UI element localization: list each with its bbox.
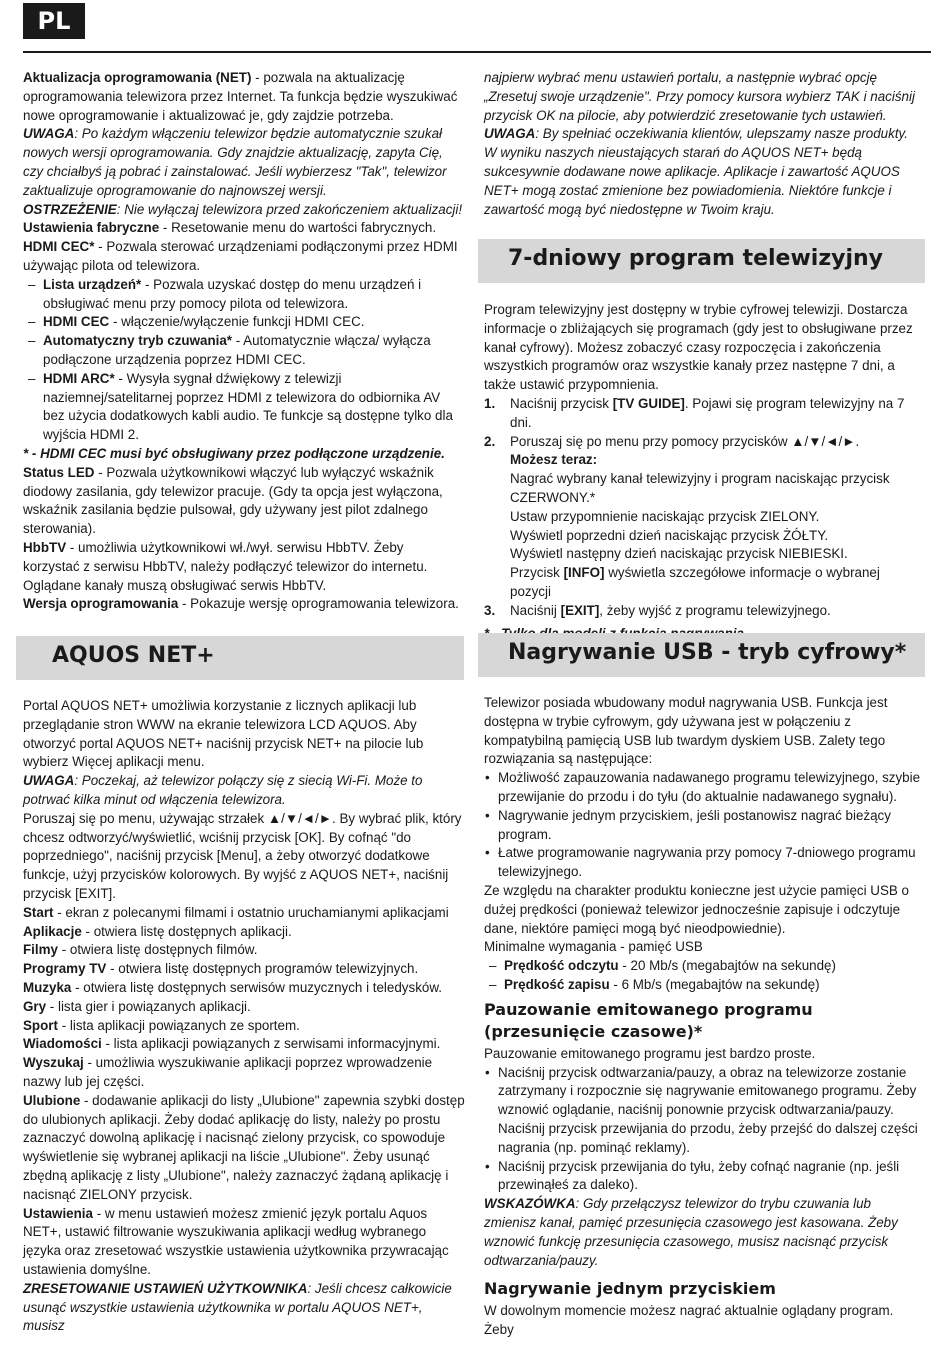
epg-can-now: Możesz teraz: [510,452,598,468]
step-text: . Pojawi się program telewizyjny na 7 dni. [510,395,905,430]
write-speed-label: Prędkość zapisu [504,976,610,992]
status-led-para [23,464,463,539]
aquos-item-label: Ulubione [23,1092,81,1108]
aquos-item [23,1054,465,1092]
aquos-item-text: - otwiera listę dostępnych aplikacji. [81,923,292,939]
aquos-item-text: - otwiera listę dostępnych filmów. [57,942,258,958]
step-number: 2. [484,433,496,449]
timeshift-step: • Naciśnij przycisk przewijania do tyłu, żeby cofnąć nagranie (np. jeśli przewinąłeś za daleko). [484,1158,924,1196]
hbbtv-label: HbbTV [23,539,67,555]
update-warning-text: : Nie wyłączaj telewizora przed zakończeniem aktualizacji! [116,201,463,217]
update-note [23,125,463,200]
epg-heading-bar [478,239,925,283]
usb-requirement-text: Ze względu na charakter produktu konieczne jest użycie pamięci USB o dużej prędkości (ponieważ telewizor jednocześnie zapisuje i odczytuje dane, niektóre pamięci mogą być nieodpowiednie). [484,882,909,936]
step-text: Przycisk [510,565,564,581]
info-key: [INFO] [563,565,605,581]
top-rule [23,51,931,53]
aquos-net-heading: AQUOS NET+ [52,643,215,668]
factory-settings-text: - Resetowanie menu do wartości fabrycznych. [159,220,437,236]
auto-standby-item [23,332,463,370]
usb-write-speed [484,976,924,995]
usb-benefit: • Możliwość zapauzowania nadawanego programu telewizyjnego, szybie przewijanie do przodu i do tyłu (do aktualnie nadawanego sygnału). [484,769,924,807]
aquos-item [23,923,465,942]
aquos-item-label: Gry [23,998,47,1014]
aquos-item-text: - otwiera listę dostępnych programów telewizyjnych. [106,961,419,977]
aquos-item-text: - otwiera listę dostępnych serwisów muzycznych i teledysków. [71,979,442,995]
aquos-item-text: - dodawanie aplikacji do listy „Ulubione" zapewnia szybki dostęp do ulubionych aplikacji. Żeby dodać aplikację do listy, należy po prostu zaznaczyć dowolną aplikację i nacisnąć zielony przycisk, co spowoduje wyświetlenie się wybranej aplikacji na liście „Ulubione". Żeby usunąć zbędną aplikację z listy „Ulubione", należy zaznaczyć żądaną aplikację i nacisnąć ZIELONY przycisk. [23,1092,465,1202]
aquos-item-label: Filmy [23,942,58,958]
step-number: 1. [484,395,496,411]
aquos-item-text: - lista gier i powiązanych aplikacji. [46,998,251,1014]
aquos-item [23,1035,465,1054]
usb-heading: Nagrywanie USB - tryb cyfrowy* [508,640,907,665]
epg-heading: 7-dniowy program telewizyjny [508,246,884,271]
epg-intro: Program telewizyjny jest dostępny w trybie cyfrowej telewizji. Dostarcza informacje o zbliżających się programach (gdy jest to obsługiwane przez kanał cyfrowy). Możesz zobaczyć czasy rozpoczęcia i zakończenia wszystkich programów oraz wszystkie kanały przez następne 7 dni, a także ustawić przypomnienia. [484,302,913,393]
device-list-label: Lista urządzeń* [43,276,142,292]
right-column-usb [484,694,924,1340]
aquos-item [23,979,465,998]
aquos-item-text: - lista aplikacji powiązanych z serwisami informacyjnymi. [101,1036,441,1052]
usb-benefit: • Łatwe programowanie nagrywania przy pomocy 7-dniowego programu telewizyjnego. [484,844,924,882]
hdmi-arc-label: HDMI ARC* [43,370,115,386]
aquos-item [23,998,465,1017]
tip-label: WSKAZÓWKA [484,1196,576,1212]
write-speed-value: - 6 Mb/s (megabajtów na sekundę) [609,976,820,992]
step-text: Naciśnij [510,602,561,618]
epg-step-1 [484,395,924,433]
aquos-intro: Portal AQUOS NET+ umożliwia korzystanie z licznych aplikacji lub przeglądanie stron WWW na ekranie telewizora LCD AQUOS. Aby otworzyć portal AQUOS NET+ naciśnij przycisk NET+ na pilocie lub wybierz Więcej aplikacji menu. [23,698,424,770]
step-text: wyświetla szczegółowe informacje o wybranej pozycji [510,565,880,599]
aquos-item-label: Wyszukaj [23,1055,84,1071]
hdmi-arc-text: - Wysyła sygnał dźwiękowy z telewizji naziemnej/satelitarnej poprzez HDMI z telewizora do odbiornika AV bez użycia dodatkowych kabli audio. Te funkcje są dostępne tylko dla wyjścia HDMI 2. [43,370,453,443]
auto-standby-label: Automatyczny tryb czuwania* [43,333,232,349]
aquos-item-label: Muzyka [23,979,72,995]
aquos-note-text: : Poczekaj, aż telewizor połączy się z siecią Wi-Fi. Może to potrwać kilka minut od włączenia telewizora. [23,773,423,807]
factory-settings-para [23,219,463,238]
reset-user-settings [23,1280,465,1336]
aquos-item-label: Programy TV [23,961,107,977]
aquos-update-note-label: UWAGA [484,126,536,142]
aquos-note-label: UWAGA [23,773,75,789]
hbbtv-text: - umożliwia użytkownikowi wł./wył. serwisu HbbTV. Żeby korzystać z serwisu HbbTV, należy podłączyć telewizor do internetu. Oglądane kanały muszą obsługiwać serwis HbbTV. [23,539,428,593]
read-speed-value: - 20 Mb/s (megabajtów na sekundę) [618,958,836,974]
software-version-text: - Pokazuje wersję oprogramowania telewizora. [178,596,459,612]
aquos-navigation: Poruszaj się po menu, używając strzałek ▲/▼/◄/►. By wybrać plik, który chcesz odtworzyć/wyświetlić, wciśnij przycisk [OK]. By cofnąć "do poprzedniego", naciśnij przycisk [Menu], a żeby otworzyć dodatkowe funkcje, użyj przycisków kolorowych. By wyjść z AQUOS NET+, naciśnij przycisk [EXIT]. [23,810,462,901]
cec-footnote: * - HDMI CEC musi być obsługiwany przez podłączone urządzenie. [23,445,445,461]
update-warning [23,201,463,220]
one-touch-text: W dowolnym momencie możesz nagrać aktualnie oglądany program. Żeby [484,1303,894,1338]
epg-option: Nagrać wybrany kanał telewizyjny i program naciskając przycisk CZERWONY.* [510,471,890,505]
aquos-item-text: - lista aplikacji powiązanych ze sportem. [57,1017,300,1033]
aquos-item-label: Wiadomości [23,1036,102,1052]
factory-settings-label: Ustawienia fabryczne [23,220,160,236]
left-column-aquos [23,697,465,1336]
exit-key: [EXIT] [560,602,600,618]
step-number: 3. [484,602,496,618]
aquos-item-text: - umożliwia wyszukiwanie aplikacji poprzez wprowadzenie nazwy lub jej części. [23,1055,433,1089]
read-speed-label: Prędkość odczytu [504,958,619,974]
software-update-label: Aktualizacja oprogramowania (NET) [23,70,252,85]
one-touch-heading: Nagrywanie jednym przyciskiem [484,1279,776,1299]
software-update-text: - pozwala na aktualizację oprogramowania telewizora przez Internet. Ta funkcja będzie wyszukiwać nowe oprogramowanie i aktualizować je, gdy zajdzie potrzeba. [23,70,458,123]
epg-step-2 [484,433,924,452]
aquos-item [23,904,465,923]
usb-intro: Telewizor posiada wbudowany moduł nagrywania USB. Funkcja jest dostępna w trybie cyfrowym, gdy używana jest w połączeniu z kompatybilną pamięcią USB lub twardym dyskiem USB. Zalety tego rozwiązania są następujące: [484,695,888,767]
update-note-label: UWAGA [23,126,75,142]
step-text: Naciśnij przycisk [510,395,613,411]
aquos-item-text: - w menu ustawień możesz zmienić język portalu Aquos NET+, ustawić filtrowanie wyszukiwania aplikacji według wybranego języka oraz zresetować wszystkie ustawienia użytkownika przywracając ustawienia domyślne. [23,1205,449,1277]
software-version-para [23,595,463,614]
timeshift-intro: Pauzowanie emitowanego programu jest bardzo proste. [484,1045,816,1061]
hdmi-cec-para [23,238,463,276]
epg-option: Ustaw przypomnienie naciskając przycisk ZIELONY. [510,508,820,524]
status-led-label: Status LED [23,464,95,480]
hdmi-cec-toggle-item [23,313,463,332]
tv-guide-key: [TV GUIDE] [612,395,685,411]
reset-user-settings-text: : Jeśli chcesz całkowicie usunąć wszystkie ustawienia użytkownika w portalu AQUOS NET+, musisz [23,1280,452,1334]
aquos-item [23,1205,465,1280]
epg-step-3 [484,602,924,621]
aquos-item [23,1092,465,1205]
usb-benefit: • Nagrywanie jednym przyciskiem, jeśli postanowisz nagrać bieżący program. [484,807,924,845]
timeshift-heading: Pauzowanie emitowanego programu (przesunięcie czasowe)* [484,999,813,1041]
aquos-item-text: - ekran z polecanymi filmami i ostatnio uruchamianymi aplikacjami [53,904,449,920]
auto-standby-text: - Automatycznie włącza/ wyłącza podłączone urządzenia poprzez HDMI CEC. [43,333,431,367]
epg-option: Wyświetl poprzedni dzień naciskając przycisk ŻÓŁTY. [510,527,829,543]
device-list-item [23,276,463,314]
usb-heading-bar [478,633,925,677]
update-warning-label: OSTRZEŻENIE [23,201,117,217]
software-update-para [23,69,463,125]
epg-option [484,564,924,602]
aquos-item-label: Aplikacje [23,923,82,939]
right-column-epg [484,301,924,643]
aquos-update-note [484,125,924,219]
software-version-label: Wersja oprogramowania [23,596,179,612]
hdmi-cec-toggle-label: HDMI CEC [43,314,110,330]
left-column-settings [23,69,463,614]
aquos-item [23,941,465,960]
epg-option: Wyświetl następny dzień naciskając przycisk NIEBIESKI. [510,546,848,562]
status-led-text: - Pozwala użytkownikowi włączyć lub wyłączyć wskaźnik diodowy zasilania, gdy telewizor pracuje. (Gdy ta opcja jest wyłączona, wskaźnik zasilania będzie pulsował, gdy używany jest pilot zdalnego sterowania). [23,464,443,537]
right-column-continuation [484,69,924,219]
update-note-text: : Po każdym włączeniu telewizor będzie automatycznie szukał nowych wersji oprogramowania. Gdy znajdzie aktualizację, zapyta Cię, czy chciałbyś ją pobrać i zainstalować. Jeśli wybierzesz "Tak", telewizor zaktualizuje oprogramowanie do najnowszej wersji. [23,126,447,198]
language-badge: PL [23,3,85,39]
hdmi-cec-label: HDMI CEC* [23,239,95,255]
reset-user-settings-label: ZRESETOWANIE USTAWIEŃ UŻYTKOWNIKA [23,1280,308,1296]
aquos-update-note-text: : By spełniać oczekiwania klientów, ulepszamy nasze produkty. W wyniku naszych nieustających starań do AQUOS NET+ będą sukcesywnie dodawane nowe aplikacje. Aplikacje i zawartość AQUOS NET+ mogą zostać zmienione bez powiadomienia. Niektóre funkcje i zawartość mogą być niedostępne w Twoim kraju. [484,126,908,217]
hdmi-cec-toggle-text: - włączenie/wyłączenie funkcji HDMI CEC. [109,314,365,330]
tip-text: : Gdy przełączysz telewizor do trybu czuwania lub zmienisz kanał, pamięć przesunięcia czasowego jest kasowana. Żeby wznowić funkcję przesunięcia czasowego, musisz nacisnąć przycisk odtwarzania/pauzy. [484,1196,898,1268]
aquos-item [23,960,465,979]
aquos-note [23,772,465,810]
aquos-item-label: Sport [23,1017,58,1033]
hdmi-cec-text: - Pozwala sterować urządzeniami podłączonymi przez HDMI używając pilota od telewizora. [23,239,458,273]
hdmi-arc-item [23,370,463,445]
aquos-item-label: Start [23,904,54,920]
reset-continuation: najpierw wybrać menu ustawień portalu, a następnie wybrać opcję „Zresetuj swoje urządzenie". Przy pomocy kursora wybierz TAK i naciśnij przycisk OK na pilocie, aby potwierdzić zresetowanie tych ustawień. [484,70,915,123]
aquos-item-label: Ustawienia [23,1205,93,1221]
timeshift-tip [484,1195,924,1270]
usb-minimum: Minimalne wymagania - pamięć USB [484,939,703,955]
step-text: Poruszaj się po menu przy pomocy przycisków ▲/▼/◄/►. [510,433,860,449]
device-list-text: - Pozwala uzyskać dostęp do menu urządzeń i obsługiwać menu przy pomocy pilota od telewizora. [43,276,422,311]
step-text: , żeby wyjść z programu telewizyjnego. [599,602,831,618]
hbbtv-para [23,539,463,595]
aquos-item [23,1017,465,1036]
aquos-net-heading-bar [16,636,464,680]
usb-read-speed [484,957,924,976]
timeshift-step: • Naciśnij przycisk odtwarzania/pauzy, a obraz na telewizorze zostanie zatrzymany i rozpocznie się nagrywanie emitowanego programu. Żeby wznowić oglądanie, naciśnij ponownie przycisk odtwarzania/pauzy. Naciśnij przycisk przewijania do przodu, żeby przejść do dalszej części nagrania (np. pominąć reklamy). [484,1064,924,1158]
